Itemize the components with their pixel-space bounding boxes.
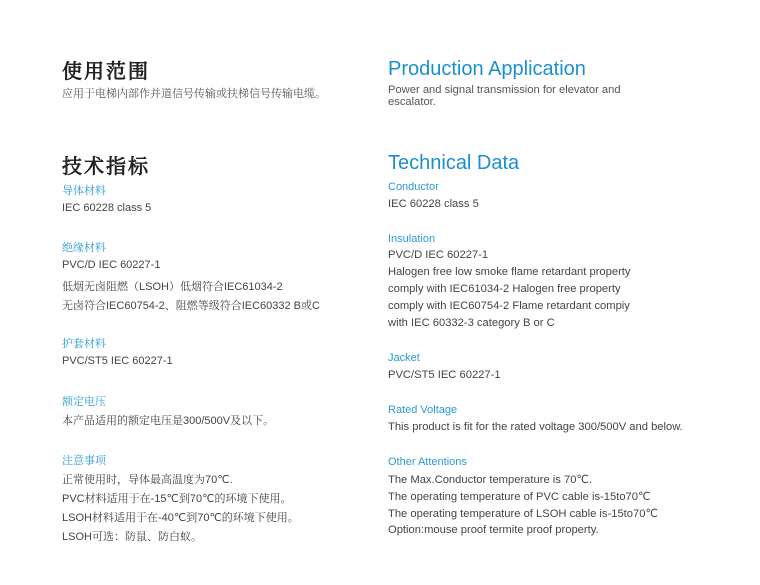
application-description-en: escalator. [388, 96, 436, 108]
notes-line-en: The operating temperature of PVC cable is-15to70℃ [388, 491, 651, 503]
jacket-label-cn: 护套材料 [62, 338, 106, 350]
voltage-label-cn: 额定电压 [62, 396, 106, 408]
notes-line-en: The operating temperature of LSOH cable is-15to70℃ [388, 508, 659, 520]
voltage-value-en: This product is fit for the rated voltage 300/500V and below. [388, 421, 683, 433]
insulation-line-en: Halogen free low smoke flame retardant property [388, 266, 631, 278]
conductor-label-en: Conductor [388, 181, 439, 193]
technical-heading-cn: 技术指标 [62, 154, 150, 178]
notes-line-cn: LSOH可选：防鼠、防白蚁。 [62, 531, 202, 543]
insulation-line-cn: 无卤符合IEC60754-2、阻燃等级符合IEC60332 B或C [62, 300, 320, 312]
insulation-line-en: comply with IEC60754-2 Flame retardant compiy [388, 300, 630, 312]
application-description-cn: 应用于电梯内部作并道信号传输或扶梯信号传输电缆。 [62, 88, 326, 100]
notes-line-cn: 正常使用时，导体最高温度为70℃. [62, 474, 233, 486]
application-description-en: Power and signal transmission for elevator and [388, 84, 621, 96]
insulation-label-en: Insulation [388, 233, 436, 245]
application-heading-cn: 使用范围 [62, 59, 150, 83]
insulation-line-cn: 低烟无卤阻燃（LSOH）低烟符合IEC61034-2 [62, 281, 283, 293]
jacket-value-en: PVC/ST5 IEC 60227-1 [388, 369, 501, 381]
application-heading-en: Production Application [388, 58, 586, 80]
jacket-label-en: Jacket [388, 352, 420, 364]
insulation-line-cn: PVC/D IEC 60227-1 [62, 259, 161, 271]
insulation-line-en: PVC/D IEC 60227-1 [388, 249, 489, 261]
conductor-value-cn: IEC 60228 class 5 [62, 202, 152, 214]
conductor-value-en: IEC 60228 class 5 [388, 198, 479, 210]
insulation-line-en: with IEC 60332-3 category B or C [388, 317, 555, 329]
voltage-value-cn: 本产品适用的额定电压是300/500V及以下。 [62, 415, 275, 427]
jacket-value-cn: PVC/ST5 IEC 60227-1 [62, 355, 173, 367]
insulation-label-cn: 绝缘材料 [62, 242, 106, 254]
notes-label-cn: 注意事项 [62, 455, 106, 467]
notes-label-en: Other Attentions [388, 456, 467, 468]
notes-line-en: The Max.Conductor temperature is 70℃. [388, 474, 593, 486]
notes-line-cn: PVC材料适用于在-15℃到70℃的环境下使用。 [62, 493, 292, 505]
insulation-line-en: comply with IEC61034-2 Halogen free property [388, 283, 621, 295]
notes-line-en: Option:mouse proof termite proof property. [388, 524, 599, 536]
notes-line-cn: LSOH材料适用于在-40℃到70℃的环境下使用。 [62, 512, 299, 524]
conductor-label-cn: 导体材料 [62, 185, 106, 197]
technical-heading-en: Technical Data [388, 152, 520, 174]
voltage-label-en: Rated Voltage [388, 404, 458, 416]
